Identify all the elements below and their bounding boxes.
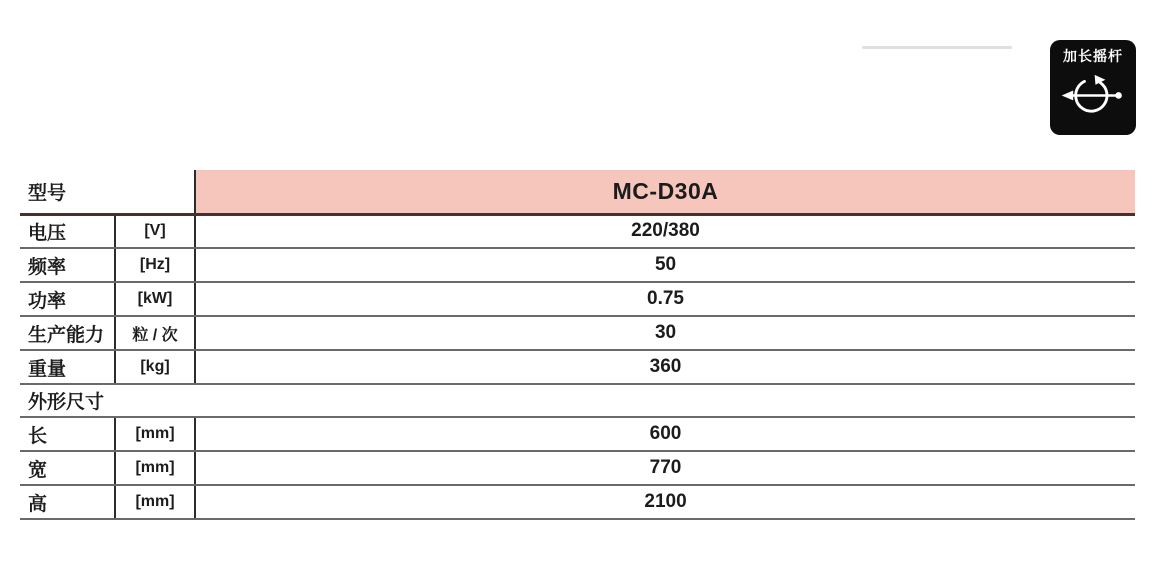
table-row-width <box>20 451 1135 485</box>
row-value: 0.75 <box>195 282 1135 316</box>
row-unit: [mm] <box>115 451 195 485</box>
table-row-dimensions-header <box>20 384 1135 417</box>
row-value: 220/380 <box>195 214 1135 248</box>
row-value: 360 <box>195 350 1135 384</box>
row-label: 功率 <box>20 282 115 316</box>
section-header-label: 外形尺寸 <box>20 384 1135 417</box>
row-unit: [mm] <box>115 417 195 451</box>
row-unit: [kg] <box>115 350 195 384</box>
table-row-length <box>20 417 1135 451</box>
table-row-voltage <box>20 214 1135 248</box>
row-value: 50 <box>195 248 1135 282</box>
badge-label: 加长摇杆 <box>1063 48 1123 64</box>
row-unit: [V] <box>115 214 195 248</box>
spec-table <box>20 170 1135 520</box>
row-label: 高 <box>20 485 115 519</box>
table-row-height <box>20 485 1135 519</box>
row-label: 频率 <box>20 248 115 282</box>
row-unit: 粒 / 次 <box>115 316 195 350</box>
table-row-power <box>20 282 1135 316</box>
row-value: 30 <box>195 316 1135 350</box>
row-label: 电压 <box>20 214 115 248</box>
row-label: 宽 <box>20 451 115 485</box>
table-row-frequency <box>20 248 1135 282</box>
row-value: 2100 <box>195 485 1135 519</box>
table-row-model <box>20 170 1135 214</box>
crank-rotation-icon <box>1060 67 1126 124</box>
row-unit: [kW] <box>115 282 195 316</box>
row-label: 重量 <box>20 350 115 384</box>
table-row-weight <box>20 350 1135 384</box>
row-value: 770 <box>195 451 1135 485</box>
row-unit: [mm] <box>115 485 195 519</box>
model-value: MC-D30A <box>195 170 1135 214</box>
model-label: 型号 <box>20 170 195 214</box>
table-row-capacity <box>20 316 1135 350</box>
row-label: 生产能力 <box>20 316 115 350</box>
faint-scan-artifact <box>862 46 1012 49</box>
extended-crank-badge <box>1050 40 1136 135</box>
row-value: 600 <box>195 417 1135 451</box>
row-unit: [Hz] <box>115 248 195 282</box>
row-label: 长 <box>20 417 115 451</box>
